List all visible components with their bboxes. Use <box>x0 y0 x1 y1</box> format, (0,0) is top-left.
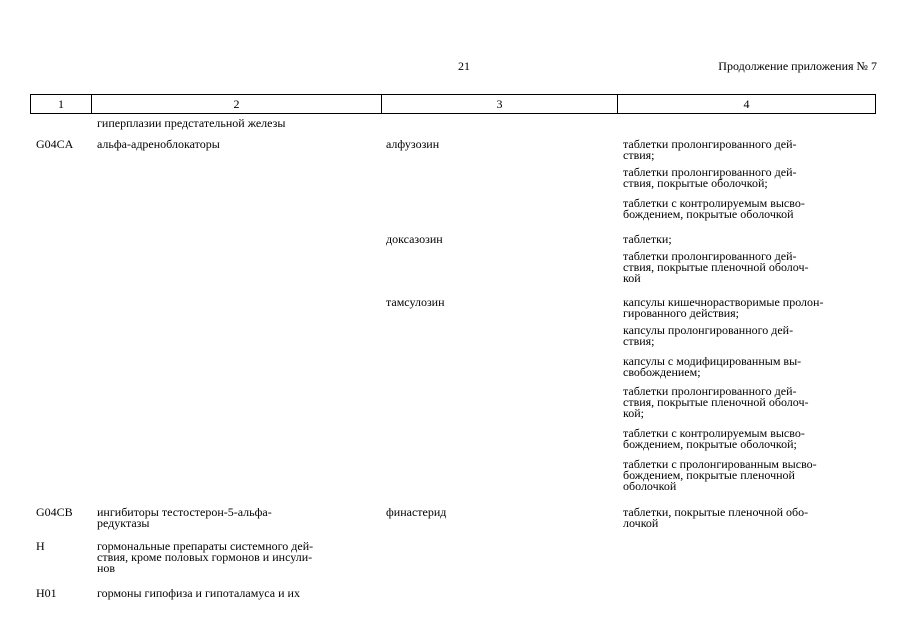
group-name-line: гормоны гипофиза и гипоталамуса и их <box>97 586 300 600</box>
dosage-form-line: ствия; <box>623 334 655 348</box>
dosage-form-line: кой; <box>623 406 644 420</box>
atc-code: G04CA <box>36 137 74 151</box>
atc-code: G04CB <box>36 505 73 519</box>
group-name-line: ствия, кроме половых гормонов и инсули- <box>97 550 313 564</box>
dosage-form-line: бождением, покрытые оболочкой <box>623 207 794 221</box>
drug-name: финастерид <box>386 505 447 519</box>
dosage-form-line: таблетки пролонгированного дей- <box>623 137 797 151</box>
dosage-form-line: бождением, покрытые пленочной <box>623 468 795 482</box>
drug-name: алфузозин <box>386 137 440 151</box>
dosage-form-line: ствия, покрытые пленочной оболоч- <box>623 395 809 409</box>
dosage-form-line: ствия, покрытые оболочкой; <box>623 176 768 190</box>
group-name-line: нов <box>97 561 116 575</box>
dosage-form-line: гированного действия; <box>623 306 740 320</box>
atc-code: H01 <box>36 586 57 600</box>
dosage-form-line: таблетки с контролируемым высво- <box>623 426 805 440</box>
dosage-form-line: капсулы пролонгированного дей- <box>623 323 794 337</box>
group-name-line: ингибиторы тестостерон-5-альфа- <box>97 505 272 519</box>
page-number: 21 <box>458 59 470 73</box>
dosage-form-line: лочкой <box>623 516 659 530</box>
dosage-form-line: таблетки пролонгированного дей- <box>623 384 797 398</box>
group-name-line: альфа-адреноблокаторы <box>97 137 220 151</box>
table-header-row <box>30 94 876 114</box>
group-name-line: гормональные препараты системного дей- <box>97 539 314 553</box>
dosage-form-line: таблетки с пролонгированным высво- <box>623 457 817 471</box>
dosage-form-line: капсулы с модифицированным вы- <box>623 354 802 368</box>
column-header-2: 2 <box>92 95 382 113</box>
dosage-form-line: свобождением; <box>623 365 701 379</box>
column-header-4: 4 <box>743 97 750 111</box>
drug-name: тамсулозин <box>386 295 445 309</box>
continuation-label: Продолжение приложения № 7 <box>718 59 877 73</box>
column-header-1: 1 <box>31 95 92 113</box>
dosage-form-line: бождением, покрытые оболочкой; <box>623 437 797 451</box>
dosage-form-line: капсулы кишечнорастворимые пролон- <box>623 295 824 309</box>
group-name-line: гиперплазии предстательной железы <box>97 116 286 130</box>
column-header-3: 3 <box>382 95 618 113</box>
dosage-form-line: таблетки; <box>623 232 672 246</box>
atc-code: H <box>36 539 45 553</box>
dosage-form-line: таблетки пролонгированного дей- <box>623 249 797 263</box>
drug-name: доксазозин <box>386 232 443 246</box>
dosage-form-line: ствия; <box>623 148 655 162</box>
dosage-form-line: таблетки, покрытые пленочной обо- <box>623 505 809 519</box>
dosage-form-line: кой <box>623 271 641 285</box>
group-name-line: редуктазы <box>97 516 150 530</box>
dosage-form-line: таблетки с контролируемым высво- <box>623 196 805 210</box>
dosage-form-line: оболочкой <box>623 479 677 493</box>
dosage-form-line: ствия, покрытые пленочной оболоч- <box>623 260 809 274</box>
dosage-form-line: таблетки пролонгированного дей- <box>623 165 797 179</box>
